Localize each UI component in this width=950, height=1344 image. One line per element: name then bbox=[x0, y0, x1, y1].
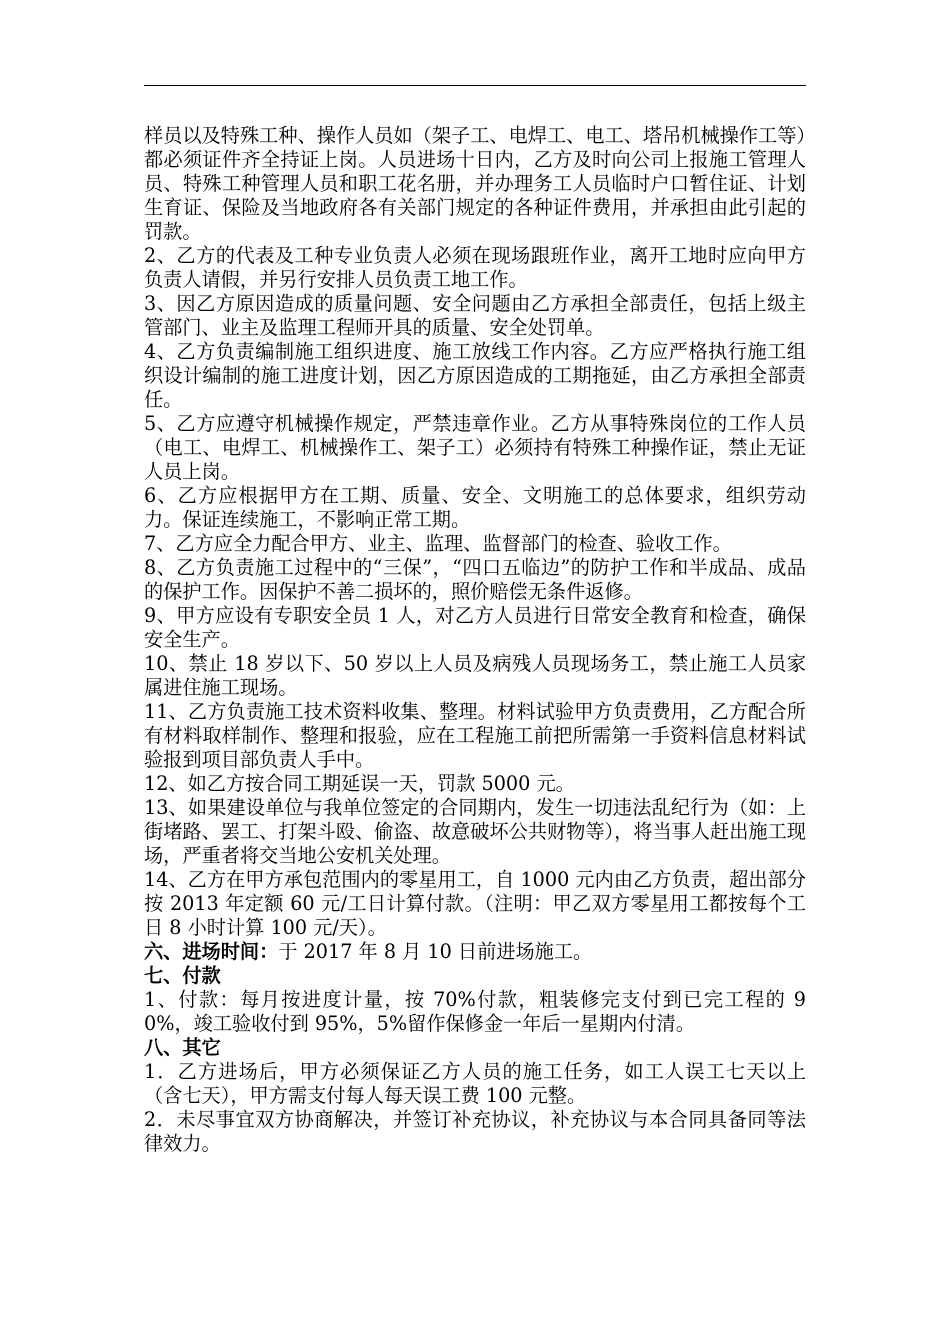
clause-13: 13、如果建设单位与我单位签定的合同期内，发生一切违法乱纪行为（如：上街堵路、罢工、打架斗殴、偷盗、故意破坏公共财物等），将当事人赶出施工现场，严重者将交当地公安机关处理。 bbox=[144, 796, 806, 867]
clause-5: 5、乙方应遵守机械操作规定，严禁违章作业。乙方从事特殊岗位的工作人员（电工、电焊工、机械操作工、架子工）必须持有特殊工种操作证，禁止无证人员上岗。 bbox=[144, 412, 806, 483]
section-8-item-2: 2．未尽事宜双方协商解决，并签订补充协议，补充协议与本合同具备同等法律效力。 bbox=[144, 1108, 806, 1155]
clause-2: 2、乙方的代表及工种专业负责人必须在现场跟班作业，离开工地时应向甲方负责人请假，并另行安排人员负责工地工作。 bbox=[144, 244, 806, 291]
clause-7: 7、乙方应全力配合甲方、业主、监理、监督部门的检查、验收工作。 bbox=[144, 532, 732, 555]
section-6-text: 于 2017 年 8 月 10 日前进场施工。 bbox=[278, 940, 593, 963]
paragraph-requirements-continued: 样员以及特殊工种、操作人员如（架子工、电焊工、电工、塔吊机械操作工等）都必须证件齐全持证上岗。人员进场十日内，乙方及时向公司上报施工管理人员、特殊工种管理人员和职工花名册，并办理务工人员临时户口暂住证、计划生育证、保险及当地政府各有关部门规定的各种证件费用，并承担由此引起的罚款。 bbox=[144, 124, 806, 243]
clause-9: 9、甲方应设有专职安全员 1 人，对乙方人员进行日常安全教育和检查，确保安全生产。 bbox=[144, 604, 806, 651]
clause-10: 10、禁止 18 岁以下、50 岁以上人员及病残人员现场务工，禁止施工人员家属进住施工现场。 bbox=[144, 652, 806, 699]
clause-11: 11、乙方负责施工技术资料收集、整理。材料试验甲方负责费用，乙方配合所有材料取样制作、整理和报验，应在工程施工前把所需第一手资料信息材料试验报到项目部负责人手中。 bbox=[144, 700, 806, 771]
section-8-item-1: 1．乙方进场后，甲方必须保证乙方人员的施工任务，如工人误工七天以上（含七天），甲方需支付每人每天误工费 100 元整。 bbox=[144, 1060, 806, 1107]
section-7-item-1: 1、付款：每月按进度计量，按 70%付款，粗装修完支付到已完工程的 90%，竣工验收付到 95%，5%留作保修金一年后一星期内付清。 bbox=[144, 988, 806, 1035]
section-6 bbox=[144, 940, 806, 964]
section-6-heading: 六、进场时间： bbox=[144, 940, 279, 963]
clause-12: 12、如乙方按合同工期延误一天，罚款 5000 元。 bbox=[144, 772, 575, 795]
clause-6: 6、乙方应根据甲方在工期、质量、安全、文明施工的总体要求，组织劳动力。保证连续施工，不影响正常工期。 bbox=[144, 484, 806, 531]
clause-3: 3、因乙方原因造成的质量问题、安全问题由乙方承担全部责任，包括上级主管部门、业主及监理工程师开具的质量、安全处罚单。 bbox=[144, 292, 806, 339]
document-body bbox=[144, 124, 806, 1156]
header-rule bbox=[144, 85, 806, 86]
section-8-heading: 八、其它 bbox=[144, 1036, 221, 1059]
clause-8: 8、乙方负责施工过程中的“三保”，“四口五临边”的防护工作和半成品、成品的保护工作。因保护不善二损坏的，照价赔偿无条件返修。 bbox=[144, 556, 806, 603]
clause-4: 4、乙方负责编制施工组织进度、施工放线工作内容。乙方应严格执行施工组织设计编制的施工进度计划，因乙方原因造成的工期拖延，由乙方承担全部责任。 bbox=[144, 340, 806, 411]
clause-14: 14、乙方在甲方承包范围内的零星用工，自 1000 元内由乙方负责，超出部分按 2013 年定额 60 元/工日计算付款。（注明：甲乙双方零星用工都按每个工日 8 小时计算 100 元/天）。 bbox=[144, 868, 806, 939]
section-7-heading: 七、付款 bbox=[144, 964, 221, 987]
